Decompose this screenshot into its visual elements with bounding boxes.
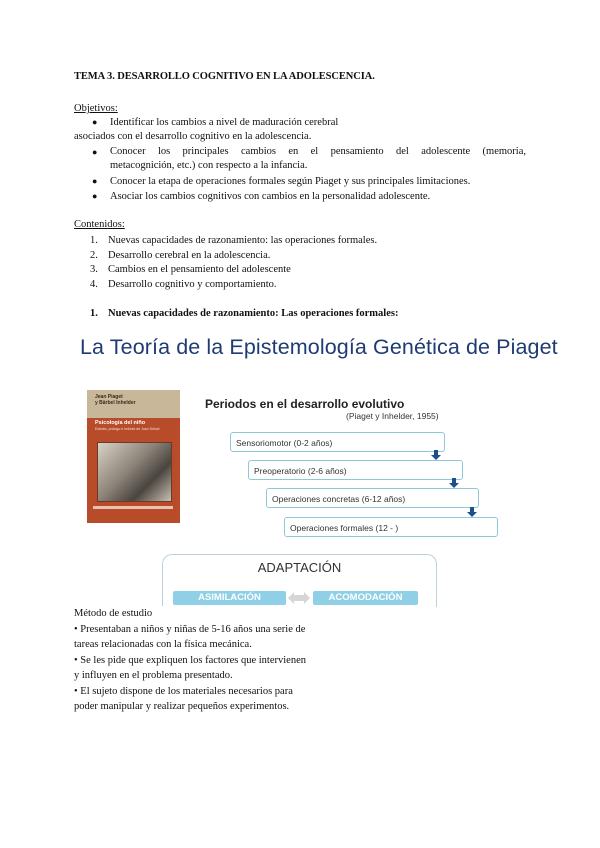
contents-item-3: Cambios en el pensamiento del adolescente — [108, 264, 291, 275]
method-line-3: • Se les pide que expliquen los factores que intervienen — [74, 654, 306, 666]
contents-item-1: Nuevas capacidades de razonamiento: las operaciones formales. — [108, 235, 378, 246]
stage-operaciones-formales: Operaciones formales (12 - ) — [284, 517, 498, 537]
book-photo — [97, 442, 172, 502]
stage-operaciones-concretas: Operaciones concretas (6-12 años) — [266, 488, 479, 508]
book-cover-image — [87, 390, 180, 523]
objectives-heading: Objetivos: — [74, 103, 118, 114]
book-subtitle: Estudio, prólogo e índices de Juan Delval — [95, 427, 160, 431]
book-author-1: Jean Piaget — [95, 394, 123, 400]
stage-preoperatorio: Preoperatorio (2-6 años) — [248, 460, 463, 480]
down-arrow-icon — [431, 450, 441, 460]
contents-num-3: 3. — [90, 264, 98, 275]
objective-4: Asociar los cambios cognitivos con cambios en la personalidad adolescente. — [110, 191, 431, 202]
contents-num-1: 1. — [90, 235, 98, 246]
method-block — [74, 606, 334, 715]
method-heading: Método de estudio — [74, 608, 153, 619]
periods-citation: (Piaget y Inhelder, 1955) — [346, 411, 439, 421]
method-line-6: poder manipular y realizar pequeños experimentos. — [74, 701, 290, 712]
book-title: Psicología del niño — [95, 420, 146, 426]
down-arrow-icon — [449, 478, 459, 488]
adaptation-heading: ADAPTACIÓN — [257, 560, 342, 575]
contents-item-2: Desarrollo cerebral en la adolescencia. — [108, 250, 271, 261]
asimilacion-label: ASIMILACIÓN — [173, 591, 286, 605]
bullet-icon: ● — [92, 191, 98, 201]
double-arrow-icon — [288, 592, 310, 604]
objective-1-line1: Identificar los cambios a nivel de maduración cerebral — [110, 117, 339, 128]
objective-2-line2: metacognición, etc.) con respecto a la infancia. — [110, 160, 308, 171]
objective-1-line2: asociados con el desarrollo cognitivo en la adolescencia. — [74, 131, 312, 142]
periods-title: Periodos en el desarrollo evolutivo — [205, 397, 405, 411]
figure-title: La Teoría de la Epistemología Genética de Piaget — [80, 335, 558, 359]
objective-3: Conocer la etapa de operaciones formales según Piaget y sus principales limitaciones. — [110, 176, 471, 187]
objective-2-line1: Conocer los principales cambios en el pensamiento del adolescente (memoria, — [110, 146, 526, 157]
book-authors — [95, 394, 175, 406]
method-line-5: • El sujeto dispone de los materiales necesarios para — [74, 685, 293, 697]
contents-num-2: 2. — [90, 250, 98, 261]
method-line-4: y influyen en el problema presentado. — [74, 670, 233, 681]
stage-sensoriomotor: Sensoriomotor (0-2 años) — [230, 432, 445, 452]
book-publisher-strip — [93, 506, 173, 509]
acomodacion-label: ACOMODACIÓN — [313, 591, 418, 605]
document-title: TEMA 3. DESARROLLO COGNITIVO EN LA ADOLESCENCIA. — [74, 71, 375, 82]
method-line-2: tareas relacionadas con la física mecánica. — [74, 639, 252, 650]
contents-item-4: Desarrollo cognitivo y comportamiento. — [108, 279, 277, 290]
book-author-2: y Bärbel Inhelder — [95, 400, 136, 406]
section-1-number: 1. — [90, 308, 98, 319]
bullet-icon: ● — [92, 176, 98, 186]
contents-num-4: 4. — [90, 279, 98, 290]
adaptation-box — [162, 554, 437, 607]
contents-heading: Contenidos: — [74, 219, 125, 230]
section-1-title: Nuevas capacidades de razonamiento: Las operaciones formales: — [108, 308, 399, 319]
bullet-icon: ● — [92, 117, 98, 127]
method-line-1: • Presentaban a niños y niñas de 5-16 años una serie de — [74, 623, 306, 635]
down-arrow-icon — [467, 507, 477, 517]
bullet-icon: ● — [92, 147, 98, 157]
